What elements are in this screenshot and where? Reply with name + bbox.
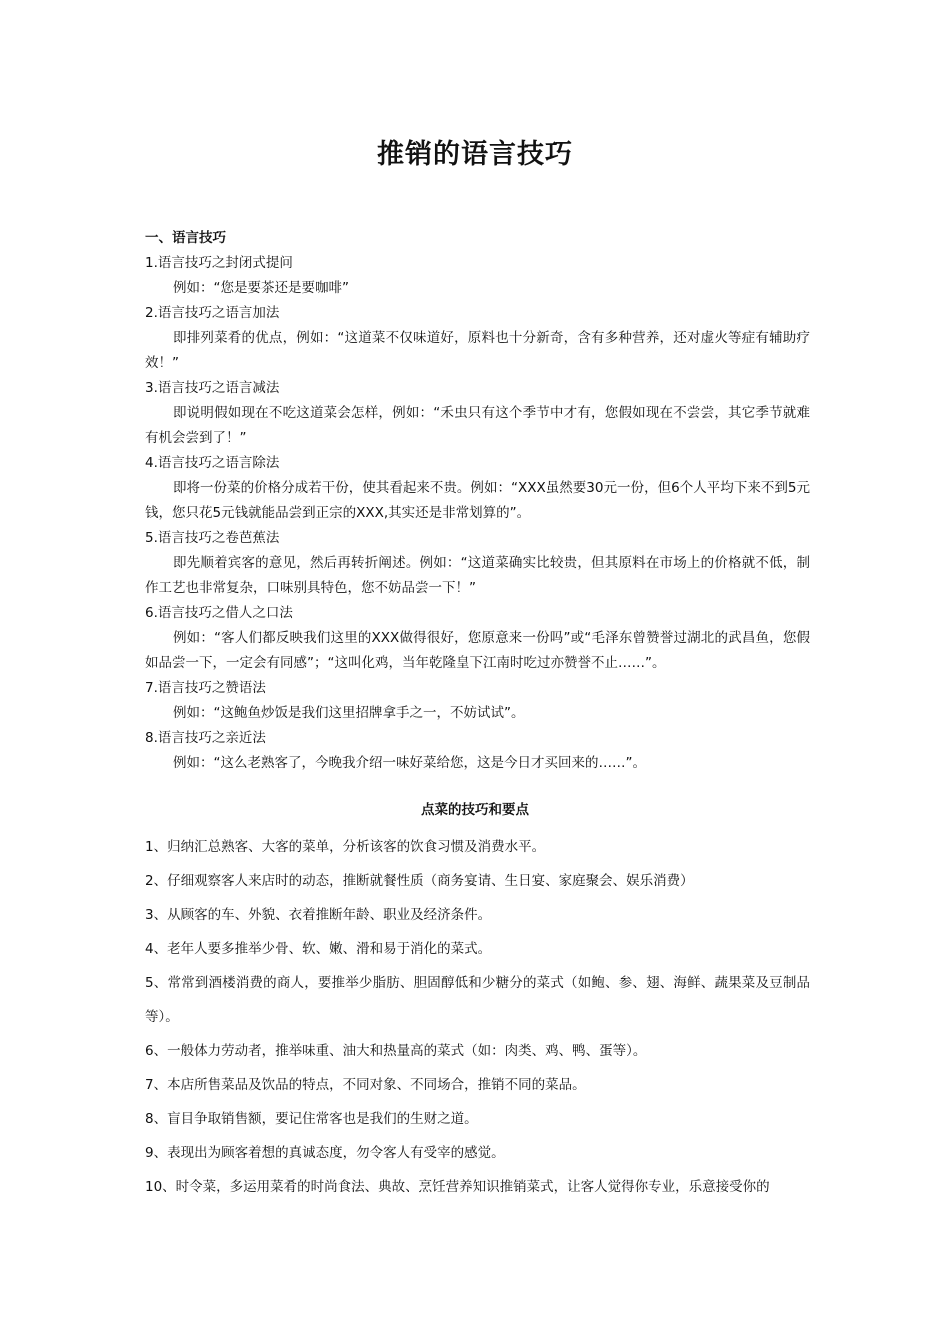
tip-item: 9、表现出为顾客着想的真诚态度，勿令客人有受宰的感觉。 — [145, 1145, 505, 1161]
tip-item: 2、仔细观察客人来店时的动态，推断就餐性质（商务宴请、生日宴、家庭聚会、娱乐消费） — [145, 873, 694, 889]
section-heading: 一、语言技巧 — [145, 230, 226, 246]
item-title: 7.语言技巧之赞语法 — [145, 680, 266, 696]
item-title: 3.语言技巧之语言减法 — [145, 380, 280, 396]
tip-item: 1、归纳汇总熟客、大客的菜单，分析该客的饮食习惯及消费水平。 — [145, 839, 546, 855]
item-title: 1.语言技巧之封闭式提问 — [145, 255, 293, 271]
item-body: 即先顺着宾客的意见，然后再转折阐述。例如：“这道菜确实比较贵，但其原料在市场上的价格就不低，制作工艺也非常复杂，口味别具特色，您不妨品尝一下！” — [145, 555, 810, 596]
item-title: 5.语言技巧之卷芭蕉法 — [145, 530, 280, 546]
item-body: 例如：“这么老熟客了，今晚我介绍一味好菜给您，这是今日才买回来的……”。 — [173, 755, 646, 771]
tip-item: 7、本店所售菜品及饮品的特点，不同对象、不同场合，推销不同的菜品。 — [145, 1077, 586, 1093]
item-body: 即说明假如现在不吃这道菜会怎样，例如：“禾虫只有这个季节中才有，您假如现在不尝尝，其它季节就难有机会尝到了！” — [145, 405, 810, 446]
document-title: 推销的语言技巧 — [377, 139, 573, 170]
item-body: 即排列菜肴的优点，例如：“这道菜不仅味道好，原料也十分新奇，含有多种营养，还对虚火等症有辅助疗效！” — [145, 330, 810, 371]
tip-item: 8、盲目争取销售额，要记住常客也是我们的生财之道。 — [145, 1111, 478, 1127]
item-body: 例如：“这鲍鱼炒饭是我们这里招牌拿手之一，不妨试试”。 — [173, 705, 525, 721]
tip-item: 6、一般体力劳动者，推举味重、油大和热量高的菜式（如：肉类、鸡、鸭、蛋等）。 — [145, 1043, 647, 1059]
item-title: 8.语言技巧之亲近法 — [145, 730, 266, 746]
tip-item: 10、时令菜，多运用菜肴的时尚食法、典故、烹饪营养知识推销菜式，让客人觉得你专业，乐意接受你的 — [145, 1179, 770, 1195]
tip-item: 4、老年人要多推举少骨、软、嫩、滑和易于消化的菜式。 — [145, 941, 492, 957]
item-body: 即将一份菜的价格分成若干份，使其看起来不贵。例如：“XXX虽然要30元一份，但6个人平均下来不到5元钱，您只花5元钱就能品尝到正宗的XXX,其实还是非常划算的”。 — [145, 480, 810, 521]
item-title: 6.语言技巧之借人之口法 — [145, 605, 293, 621]
item-title: 4.语言技巧之语言除法 — [145, 455, 280, 471]
item-body: 例如：“客人们都反映我们这里的XXX做得很好，您原意来一份吗”或“毛泽东曾赞誉过湖北的武昌鱼，您假如品尝一下，一定会有同感”；“这叫化鸡，当年乾隆皇下江南时吃过亦赞誉不止……”。 — [145, 630, 810, 671]
tip-item: 5、常常到酒楼消费的商人，要推举少脂肪、胆固醇低和少糖分的菜式（如鲍、参、翅、海鲜、蔬果菜及豆制品等）。 — [145, 975, 810, 1025]
tip-item: 3、从顾客的车、外貌、衣着推断年龄、职业及经济条件。 — [145, 907, 492, 923]
item-body: 例如：“您是要茶还是要咖啡” — [173, 280, 349, 296]
ordering-tips-heading: 点菜的技巧和要点 — [421, 802, 529, 818]
item-title: 2.语言技巧之语言加法 — [145, 305, 280, 321]
language-skills-section — [145, 226, 810, 776]
ordering-tips-section — [145, 830, 810, 1204]
